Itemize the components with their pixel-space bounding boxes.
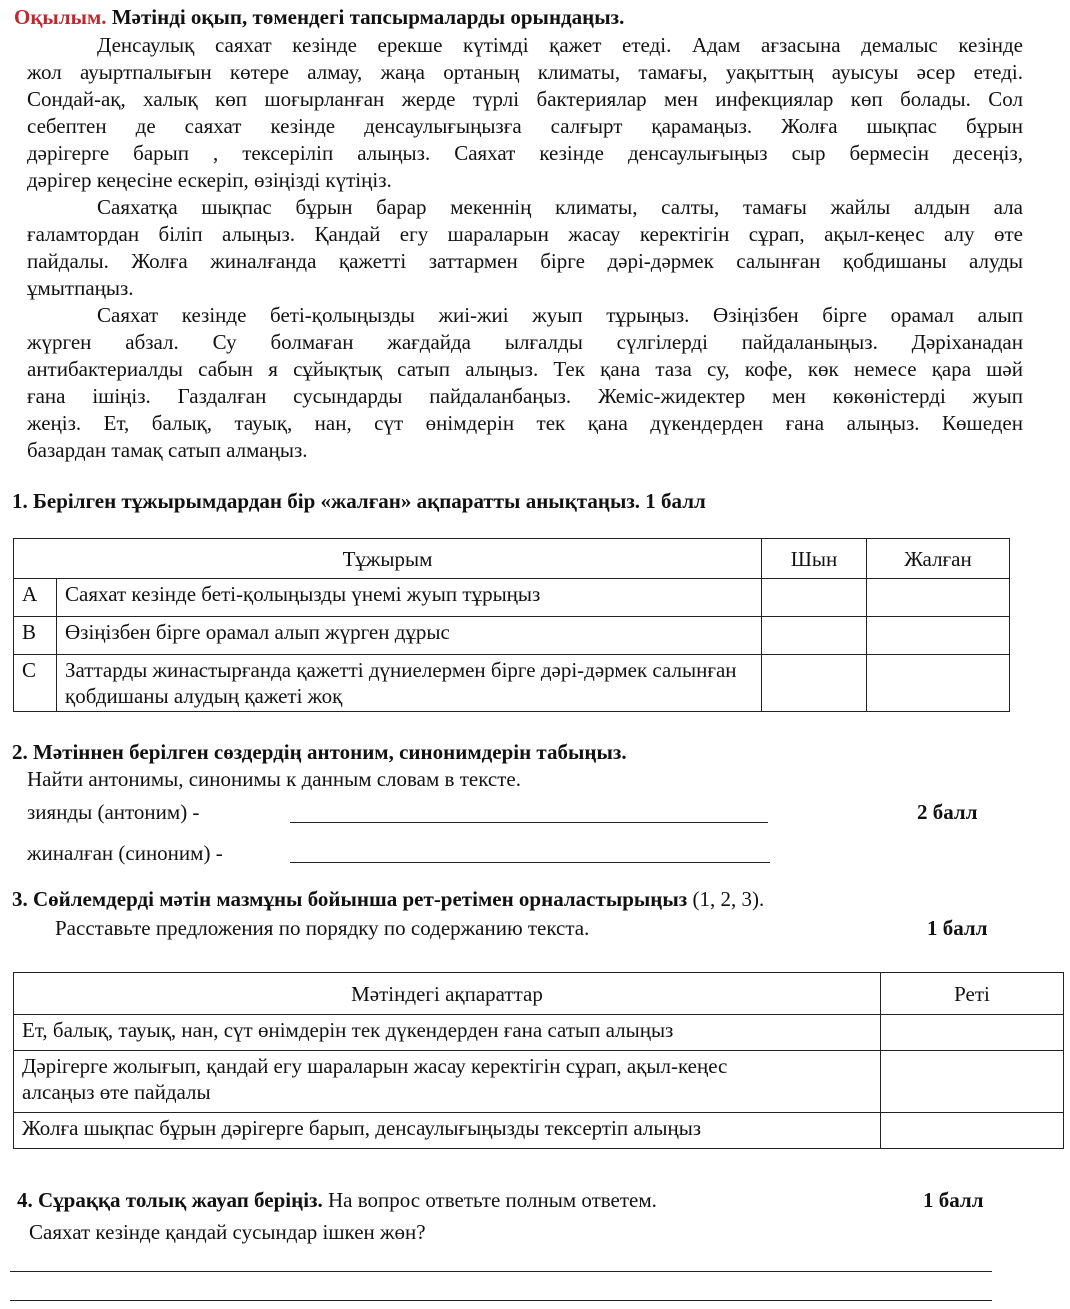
q3-points: 1 балл xyxy=(927,916,988,940)
order-cell[interactable] xyxy=(881,1015,1064,1051)
row-text: Дәрігерге жолығып, қандай егу шараларын жасау керектігін сұрап, ақыл-кеңес алсаңыз өте пайдалы xyxy=(14,1051,881,1113)
row-text: Саяхат кезінде беті-қолыңызды үнемі жуып тұрыңыз xyxy=(57,579,762,617)
q4-title: 4. Сұраққа толық жауап беріңіз. xyxy=(17,1188,323,1212)
q2-points: 2 балл xyxy=(917,800,978,824)
row-text: Ет, балық, тауық, нан, сүт өнімдерін тек дүкендерден ғана сатып алыңыз xyxy=(14,1015,881,1051)
q1-table xyxy=(13,538,1010,712)
order-cell[interactable] xyxy=(881,1113,1064,1149)
instruction: Мәтінді оқып, төмендегі тапсырмаларды орындаңыз. xyxy=(106,5,625,29)
paragraph-line: Саяхатқа шықпас бұрын барар мекеннің климаты, салты, тамағы жайлы алдын ала xyxy=(97,195,1023,219)
q2-title: 2. Мәтіннен берілген сөздердің антоним, синонимдерін табыңыз. xyxy=(12,740,627,764)
section-label: Оқылым. xyxy=(14,5,107,29)
paragraph-line: себептен де саяхат кезінде денсаулығыңызға салғырт қарамаңыз. Жолға шықпас бұрын xyxy=(27,114,1023,138)
reading-title xyxy=(14,5,624,30)
row-text: Өзіңізбен бірге орамал алып жүрген дұрыс xyxy=(57,617,762,655)
reading-text xyxy=(27,32,1023,464)
q2-subtitle: Найти антонимы, синонимы к данным словам в тексте. xyxy=(27,767,521,791)
paragraph-line: Сондай-ақ, халық көп шоғырланған жерде түрлі бактериялар мен инфекциялар көп болады. Сол xyxy=(27,87,1023,111)
q3-subtitle: Расставьте предложения по порядку по содержанию текста. xyxy=(55,916,590,940)
paragraph-line: антибактериалды сабын я сұйықтық сатып алыңыз. Тек қана таза су, кофе, көк немесе қара шәй xyxy=(27,357,1023,381)
paragraph-line: Саяхат кезінде беті-қолыңызды жиі-жиі жуып тұрыңыз. Өзіңізбен бірге орамал алып xyxy=(97,303,1023,327)
row-text: Жолға шықпас бұрын дәрігерге барып, денсаулығыңызды тексертіп алыңыз xyxy=(14,1113,881,1149)
header-info: Мәтіндегі ақпараттар xyxy=(14,973,881,1015)
row-letter: C xyxy=(14,655,57,712)
paragraph-line: базардан тамақ сатып алмаңыз. xyxy=(27,438,308,462)
paragraph-line: жүрген абзал. Су болмаған жағдайда ылғалды сүлгілерді пайдаланыңыз. Дәріханадан xyxy=(27,330,1023,354)
header-statement: Тұжырым xyxy=(14,539,762,579)
answer-line[interactable] xyxy=(10,1271,992,1272)
paragraph-line: жол ауыртпалығын көтере алмау, жаңа ортаның климаты, тамағы, уақыттың ауысуы әсер етеді. xyxy=(27,60,1023,84)
paragraph-line: Денсаулық саяхат кезінде ерекше күтімді қажет етеді. Адам ағзасына демалыс кезінде xyxy=(97,33,1023,57)
true-cell[interactable] xyxy=(762,579,867,617)
table-row xyxy=(14,655,1010,712)
q4-question: Саяхат кезінде қандай сусындар ішкен жөн? xyxy=(29,1220,426,1244)
row-letter: A xyxy=(14,579,57,617)
q2-item-synonym: жиналған (синоним) - xyxy=(27,841,223,865)
paragraph-line: ұмытпаңыз. xyxy=(27,276,134,300)
q3-title: 3. Сөйлемдерді мәтін мазмұны бойынша рет-ретімен орналастырыңыз xyxy=(12,887,688,911)
antonym-answer-line[interactable] xyxy=(290,822,768,823)
table-row xyxy=(14,1015,1064,1051)
answer-line[interactable] xyxy=(10,1300,992,1301)
q4-title-ru: На вопрос ответьте полным ответем. xyxy=(322,1188,657,1212)
row-letter: B xyxy=(14,617,57,655)
header-true: Шын xyxy=(762,539,867,579)
true-cell[interactable] xyxy=(762,617,867,655)
header-order: Реті xyxy=(881,973,1064,1015)
false-cell[interactable] xyxy=(867,579,1010,617)
paragraph-line: дәрігер кеңесіне ескеріп, өзіңізді күтіңіз. xyxy=(27,168,392,192)
q2-item-antonym: зиянды (антоним) - xyxy=(27,800,200,824)
order-cell[interactable] xyxy=(881,1051,1064,1113)
paragraph-line: дәрігерге барып , тексеріліп алыңыз. Саяхат кезінде денсаулығыңыз сыр бермесін десеңіз, xyxy=(27,141,1023,165)
false-cell[interactable] xyxy=(867,617,1010,655)
table-row xyxy=(14,1113,1064,1149)
paragraph-line: ғана ішіңіз. Газдалған сусындарды пайдаланбаңыз. Жеміс-жидектер мен көкөністерді жуып xyxy=(27,384,1023,408)
paragraph-line: пайдалы. Жолға жиналғанда қажетті заттармен бірге дәрі-дәрмек салынған қобдишаны алуды xyxy=(27,249,1023,273)
q1-title: 1. Берілген тұжырымдардан бір «жалған» ақпаратты анықтаңыз. 1 балл xyxy=(12,489,706,513)
synonym-answer-line[interactable] xyxy=(290,862,770,863)
paragraph-line: ғаламтордан біліп алыңыз. Қандай егу шараларын жасау керектігін сұрап, ақыл-кеңес алу өте xyxy=(27,222,1023,246)
true-cell[interactable] xyxy=(762,655,867,712)
row-text: Заттарды жинастырғанда қажетті дүниелермен бірге дәрі-дәрмек салынған қобдишаны алудың қажеті жоқ xyxy=(57,655,762,712)
q3-table xyxy=(13,972,1064,1149)
table-row xyxy=(14,1051,1064,1113)
q4-points: 1 балл xyxy=(923,1188,984,1212)
paragraph-line: жеңіз. Ет, балық, тауық, нан, сүт өнімдерін тек қана дүкендерден ғана алыңыз. Көшеден xyxy=(27,411,1023,435)
q3-title-suffix: (1, 2, 3). xyxy=(687,887,765,911)
table-row xyxy=(14,579,1010,617)
header-false: Жалған xyxy=(867,539,1010,579)
table-row xyxy=(14,617,1010,655)
false-cell[interactable] xyxy=(867,655,1010,712)
